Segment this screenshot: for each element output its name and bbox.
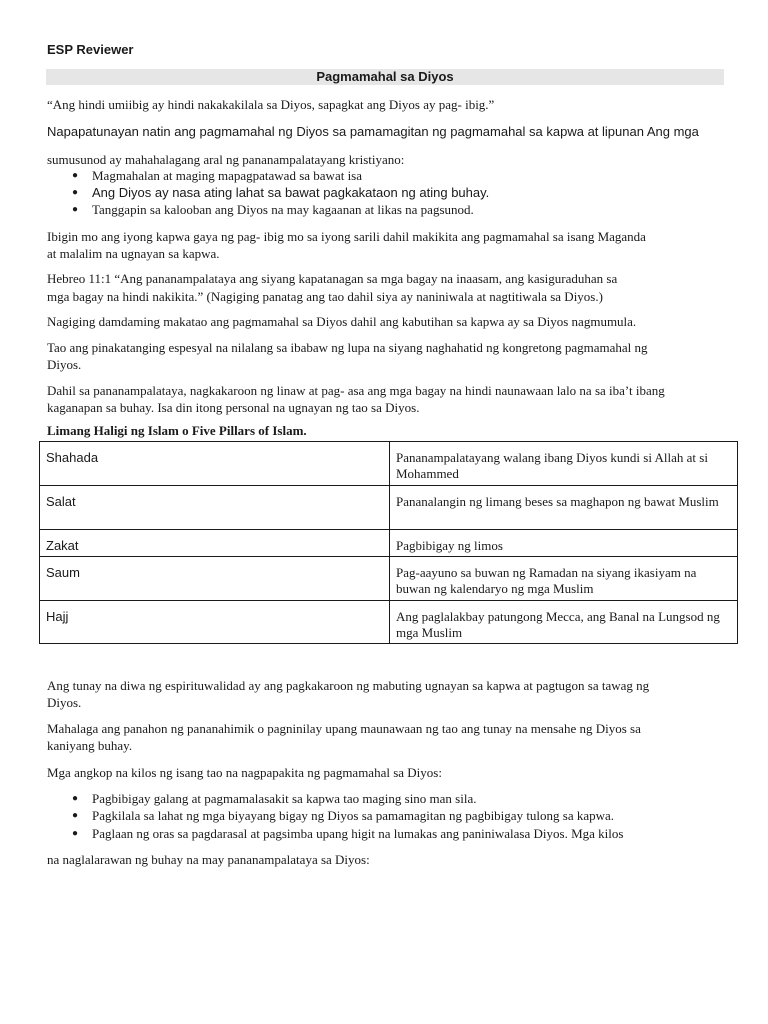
- paragraph-dahil-line-2: kaganapan sa buhay. Isa din itong personal na ugnayan ng tao sa Diyos.: [47, 400, 420, 415]
- pillars-heading: Limang Haligi ng Islam o Five Pillars of Islam.: [47, 423, 307, 438]
- paragraph-final: na naglalarawan ng buhay na may pananampalataya sa Diyos:: [47, 852, 370, 867]
- paragraph-tunay-line-1: Ang tunay na diwa ng espirituwalidad ay ang pagkakaroon ng mabuting ugnayan sa kapwa at pagtugon sa tawag ng: [47, 678, 650, 693]
- paragraph-hebreo-line-1: Hebreo 11:1 “Ang pananampalataya ang siyang kapatanagan sa mga bagay na inaasam, ang kasiguraduhan sa: [47, 271, 618, 286]
- paragraph-tao-line-1: Tao ang pinakatanging espesyal na nilalang sa ibabaw ng lupa na siyang naghahatid ng kongretong pagmamahal ng: [47, 340, 648, 355]
- opening-quote: “Ang hindi umiibig ay hindi nakakakilala sa Diyos, sapagkat ang Diyos ay pag- ibig.”: [47, 97, 495, 112]
- paragraph-ibigin-line-1: Ibigin mo ang iyong kapwa gaya ng pag- ibig mo sa iyong sarili dahil makikita ang pagmamahal sa isang Maganda: [47, 229, 646, 244]
- pillar-description: Pagbibigay ng limos: [390, 530, 738, 557]
- intro-line-1: Napapatunayan natin ang pagmamahal ng Diyos sa pamamagitan ng pagmamahal sa kapwa at lipunan Ang mga: [47, 124, 699, 139]
- paragraph-dahil-line-1: Dahil sa pananampalataya, nagkakaroon ng linaw at pag- asa ang mga bagay na hindi naunawaan lalo na sa iba’t ibang: [47, 383, 665, 398]
- paragraph-tao-line-2: Diyos.: [47, 357, 82, 372]
- document-header: ESP Reviewer: [47, 42, 134, 57]
- table-row: [40, 530, 738, 557]
- bullet-icon: ●: [72, 187, 79, 198]
- pillar-name: Salat: [40, 486, 390, 530]
- document-page: ESP Reviewer Pagmamahal sa Diyos “Ang hindi umiibig ay hindi nakakakilala sa Diyos, sapagkat ang Diyos ay pag- ibig.” Napapatunayan natin ang pagmamahal ng Diyos sa pamamagitan ng pagmamahal sa kapwa at lipunan Ang mga sumusunod ay mahahalagang aral ng pananampalatayang kristiyano: ● Magmahalan at maging mapagpatawad sa bawat isa ● Ang Diyos ay nasa ating lahat sa bawat pagkakataon ng ating buhay. ● Tanggapin sa kalooban ang Diyos na may kagaanan at likas na pagsunod. Ibigin mo ang iyong kapwa gaya ng pag- ibig mo sa iyong sarili dahil makikita ang pagmamahal sa isang Maganda at malalim na ugnayan sa kapwa. Hebreo 11:1 “Ang pananampalataya ang siyang kapatanagan sa mga bagay na inaasam, ang kasiguraduhan sa mga bagay na hindi nakikita.” (Nagiging panatag ang tao dahil siya ay naniniwala at nagtitiwala sa Diyos.) Nagiging damdaming makatao ang pagmamahal sa Diyos dahil ang kabutihan sa kapwa ay sa Diyos nagmumula. Tao ang pinakatanging espesyal na nilalang sa ibabaw ng lupa na siyang naghahatid ng kongretong pagmamahal ng Diyos. Dahil sa pananampalataya, nagkakaroon ng linaw at pag- asa ang mga bagay na hindi naunawaan lalo na sa iba’t ibang kaganapan sa buhay. Isa din itong personal na ugnayan ng tao sa Diyos. Limang Haligi ng Islam o Five Pillars of Islam. Shahada Pananampalatayang walang ibang Diyos kundi si Allah at si Mohammed Salat Pananalangin ng limang beses sa maghapon ng bawat Muslim Zakat Pagbibigay ng limos Saum Pag-aayuno sa buwan ng Ramadan na siyang ikasiyam na buwan ng kalendaryo ng mga Muslim Hajj Ang paglalakbay patungong Mecca, ang Banal na Lungsod ng mga Muslim Ang tunay na diwa ng espirituwalidad ay ang pagkakaroon ng mabuting ugnayan sa kapwa at pagtugon sa tawag ng Diyos. Mahalaga ang panahon ng pananahimik o pagninilay upang maunawaan ng tao ang tunay na mensahe ng Diyos sa kaniyang buhay. Mga angkop na kilos ng isang tao na nagpapakita ng pagmamahal sa Diyos: ● Pagbibigay galang at pagmamalasakit sa kapwa tao maging sino man sila. ● Pagkilala sa lahat ng mga biyayang bigay ng Diyos sa pamamagitan ng pagbibigay tulong sa kapwa. ● Paglaan ng oras sa pagdarasal at pagsimba upang higit na lumakas ang paniniwalasa Diyos. Mga kilos na naglalarawan ng buhay na may pananampalataya sa Diyos:: [0, 0, 768, 1024]
- pillar-name: Hajj: [40, 601, 390, 644]
- pillar-description: Pag-aayuno sa buwan ng Ramadan na siyang ikasiyam na buwan ng kalendaryo ng mga Muslim: [390, 557, 738, 601]
- bullet-icon: ●: [72, 204, 79, 215]
- pillar-description: Ang paglalakbay patungong Mecca, ang Banal na Lungsod ng mga Muslim: [390, 601, 738, 644]
- paragraph-mahalaga-line-2: kaniyang buhay.: [47, 738, 133, 753]
- table-row: [40, 557, 738, 601]
- table-row: [40, 486, 738, 530]
- bullet-icon: ●: [72, 170, 79, 181]
- bullet-icon: ●: [72, 828, 79, 839]
- table-row: [40, 442, 738, 486]
- paragraph-hebreo-line-2: mga bagay na hindi nakikita.” (Nagiging panatag ang tao dahil siya ay naniniwala at nagtitiwala sa Diyos.): [47, 289, 603, 304]
- bullet-icon: ●: [72, 810, 79, 821]
- pillars-table: [39, 441, 738, 644]
- pillar-name: Shahada: [40, 442, 390, 486]
- paragraph-mahalaga-line-1: Mahalaga ang panahon ng pananahimik o pagninilay upang maunawaan ng tao ang tunay na mensahe ng Diyos sa: [47, 721, 641, 736]
- pillar-name: Zakat: [40, 530, 390, 557]
- paragraph-tunay-line-2: Diyos.: [47, 695, 82, 710]
- paragraph-damdamin: Nagiging damdaming makatao ang pagmamahal sa Diyos dahil ang kabutihan sa kapwa ay sa Diyos nagmumula.: [47, 314, 637, 329]
- document-title: Pagmamahal sa Diyos: [46, 69, 724, 85]
- paragraph-angkop: Mga angkop na kilos ng isang tao na nagpapakita ng pagmamahal sa Diyos:: [47, 765, 442, 780]
- intro-line-2: sumusunod ay mahahalagang aral ng pananampalatayang kristiyano:: [47, 152, 405, 167]
- table-row: [40, 601, 738, 644]
- pillar-description: Pananampalatayang walang ibang Diyos kundi si Allah at si Mohammed: [390, 442, 738, 486]
- bullet-icon: ●: [72, 793, 79, 804]
- paragraph-ibigin-line-2: at malalim na ugnayan sa kapwa.: [47, 246, 220, 261]
- pillar-name: Saum: [40, 557, 390, 601]
- pillar-description: Pananalangin ng limang beses sa maghapon ng bawat Muslim: [390, 486, 738, 530]
